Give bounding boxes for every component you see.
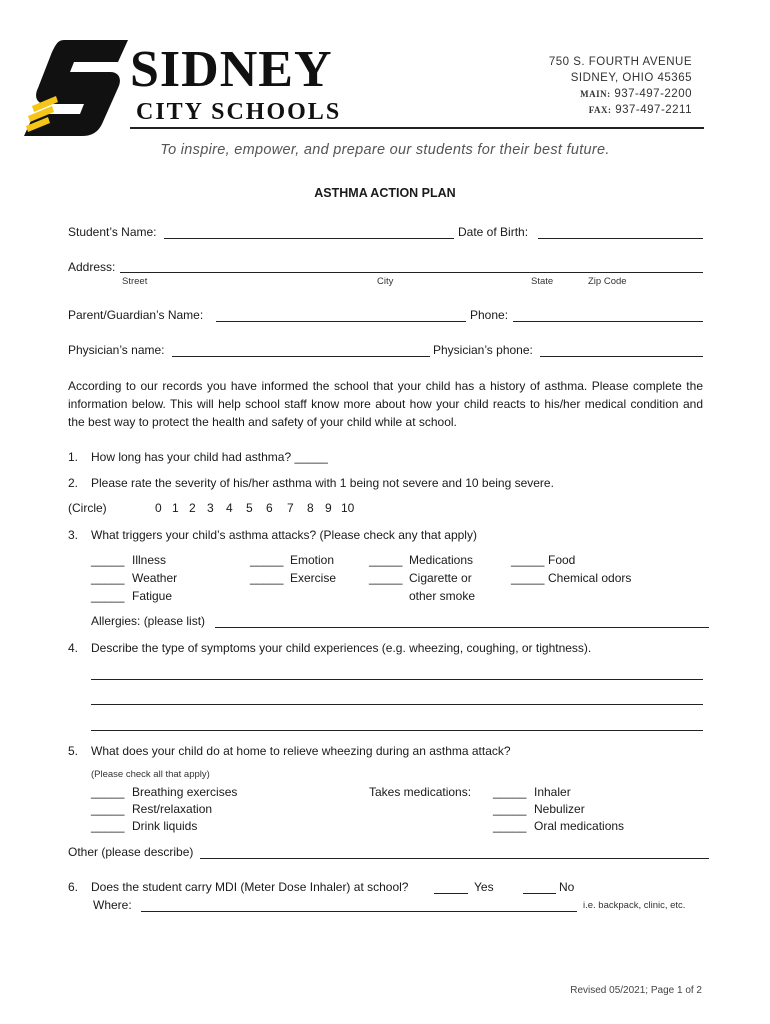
main-label: MAIN: bbox=[580, 89, 611, 99]
inhaler-blank[interactable]: _____ bbox=[493, 785, 527, 799]
header-divider bbox=[130, 127, 704, 129]
q4-number: 4. bbox=[68, 641, 79, 655]
emotion-label: Emotion bbox=[290, 553, 335, 567]
scale-6[interactable]: 6 bbox=[266, 501, 273, 515]
q5-text: What does your child do at home to relieve wheezing during an asthma attack? bbox=[91, 744, 511, 758]
exercise-blank[interactable]: _____ bbox=[250, 571, 284, 585]
illness-label: Illness bbox=[132, 553, 167, 567]
other-field[interactable] bbox=[200, 858, 709, 859]
q6-number: 6. bbox=[68, 880, 79, 894]
liquids-label: Drink liquids bbox=[132, 819, 198, 833]
scale-7[interactable]: 7 bbox=[287, 501, 294, 515]
allergies-field[interactable] bbox=[215, 627, 709, 628]
medications-blank[interactable]: _____ bbox=[369, 553, 403, 567]
parent-label: Parent/Guardian’s Name: bbox=[68, 308, 204, 322]
city-caption: City bbox=[377, 276, 394, 287]
food-label: Food bbox=[548, 553, 576, 567]
physician-phone-label: Physician’s phone: bbox=[433, 343, 533, 357]
where-field[interactable] bbox=[141, 911, 577, 912]
state-caption: State bbox=[531, 276, 554, 287]
student-name-label: Student’s Name: bbox=[68, 225, 157, 239]
scale-4[interactable]: 4 bbox=[226, 501, 233, 515]
oral-blank[interactable]: _____ bbox=[493, 819, 527, 833]
nebulizer-blank[interactable]: _____ bbox=[493, 802, 527, 816]
fax-phone: 937-497-2211 bbox=[615, 104, 692, 116]
intro-paragraph: According to our records you have informed the school that your child has a history of asthma. Please complete the information below. This will help school staff know more about how your child reacts to his/her medical condition and the best way to protect the health and safety of your child while at school. bbox=[68, 379, 703, 429]
physician-field[interactable] bbox=[172, 356, 430, 357]
page-footer: Revised 05/2021; Page 1 of 2 bbox=[570, 985, 702, 996]
fatigue-label: Fatigue bbox=[132, 589, 173, 603]
school-logo-s bbox=[22, 38, 134, 141]
allergies-label: Allergies: (please list) bbox=[91, 614, 206, 628]
main-phone: 937-497-2200 bbox=[614, 88, 692, 100]
illness-blank[interactable]: _____ bbox=[91, 553, 125, 567]
yes-label: Yes bbox=[474, 880, 494, 894]
address-field[interactable] bbox=[120, 272, 703, 273]
where-hint: i.e. backpack, clinic, etc. bbox=[583, 900, 686, 911]
weather-blank[interactable]: _____ bbox=[91, 571, 125, 585]
q1-text: How long has your child had asthma? _____ bbox=[91, 450, 328, 464]
school-address bbox=[549, 54, 692, 118]
no-label: No bbox=[559, 880, 575, 894]
q3-number: 3. bbox=[68, 528, 79, 542]
takes-meds-label: Takes medications: bbox=[369, 785, 472, 799]
fatigue-blank[interactable]: _____ bbox=[91, 589, 125, 603]
symptoms-line-1[interactable] bbox=[91, 679, 703, 680]
q5-note: (Please check all that apply) bbox=[91, 769, 210, 780]
address-line-1: 750 S. FOURTH AVENUE bbox=[548, 56, 692, 68]
form-title: ASTHMA ACTION PLAN bbox=[314, 186, 456, 200]
breathing-blank[interactable]: _____ bbox=[91, 785, 125, 799]
symptoms-line-3[interactable] bbox=[91, 730, 703, 731]
medications-label: Medications bbox=[409, 553, 474, 567]
scale-2[interactable]: 2 bbox=[189, 501, 196, 515]
chemical-blank[interactable]: _____ bbox=[511, 571, 545, 585]
smoke-label: other smoke bbox=[409, 589, 476, 603]
yes-blank[interactable] bbox=[434, 893, 468, 894]
rest-blank[interactable]: _____ bbox=[91, 802, 125, 816]
dob-field[interactable] bbox=[538, 238, 703, 239]
q6-text: Does the student carry MDI (Meter Dose Inhaler) at school? bbox=[91, 880, 409, 894]
circle-label: (Circle) bbox=[68, 501, 107, 515]
symptoms-line-2[interactable] bbox=[91, 704, 703, 705]
fax-line bbox=[549, 102, 692, 118]
student-name-field[interactable] bbox=[164, 238, 454, 239]
org-subtitle: CITY SCHOOLS bbox=[136, 99, 342, 125]
emotion-blank[interactable]: _____ bbox=[250, 553, 284, 567]
scale-9[interactable]: 9 bbox=[325, 501, 332, 515]
inhaler-label: Inhaler bbox=[534, 785, 571, 799]
rest-label: Rest/relaxation bbox=[132, 802, 213, 816]
phone-field[interactable] bbox=[513, 321, 703, 322]
q4-text: Describe the type of symptoms your child experiences (e.g. wheezing, coughing, or tightness). bbox=[91, 641, 592, 655]
scale-8[interactable]: 8 bbox=[307, 501, 314, 515]
org-name: SIDNEY bbox=[130, 41, 333, 98]
no-blank[interactable] bbox=[523, 893, 556, 894]
q2-number: 2. bbox=[68, 476, 79, 490]
q5-number: 5. bbox=[68, 744, 79, 758]
physician-phone-field[interactable] bbox=[540, 356, 703, 357]
address-line-2: SIDNEY, OHIO 45365 bbox=[570, 72, 692, 84]
scale-5[interactable]: 5 bbox=[246, 501, 253, 515]
dob-label: Date of Birth: bbox=[458, 225, 529, 239]
breathing-label: Breathing exercises bbox=[132, 785, 238, 799]
q2-text: Please rate the severity of his/her asthma with 1 being not severe and 10 being severe. bbox=[91, 476, 554, 490]
q1-number: 1. bbox=[68, 450, 79, 464]
oral-label: Oral medications bbox=[534, 819, 625, 833]
address-label: Address: bbox=[68, 260, 116, 274]
scale-10[interactable]: 10 bbox=[341, 501, 355, 515]
nebulizer-label: Nebulizer bbox=[534, 802, 585, 816]
main-phone-line bbox=[549, 86, 692, 102]
where-label: Where: bbox=[93, 898, 132, 912]
physician-label: Physician’s name: bbox=[68, 343, 165, 357]
liquids-blank[interactable]: _____ bbox=[91, 819, 125, 833]
parent-field[interactable] bbox=[216, 321, 466, 322]
motto: To inspire, empower, and prepare our students for their best future. bbox=[160, 142, 610, 158]
weather-label: Weather bbox=[132, 571, 178, 585]
exercise-label: Exercise bbox=[290, 571, 337, 585]
cigarette-label: Cigarette or bbox=[409, 571, 472, 585]
scale-0[interactable]: 0 bbox=[155, 501, 162, 515]
cigarette-blank[interactable]: _____ bbox=[369, 571, 403, 585]
street-caption: Street bbox=[122, 276, 148, 287]
food-blank[interactable]: _____ bbox=[511, 553, 545, 567]
phone-label: Phone: bbox=[470, 308, 509, 322]
scale-1[interactable]: 1 bbox=[172, 501, 179, 515]
scale-3[interactable]: 3 bbox=[207, 501, 214, 515]
other-label: Other (please describe) bbox=[68, 845, 194, 859]
q3-text: What triggers your child’s asthma attacks? (Please check any that apply) bbox=[91, 528, 477, 542]
zip-caption: Zip Code bbox=[588, 276, 627, 287]
chemical-label: Chemical odors bbox=[548, 571, 632, 585]
fax-label: FAX: bbox=[588, 105, 612, 115]
